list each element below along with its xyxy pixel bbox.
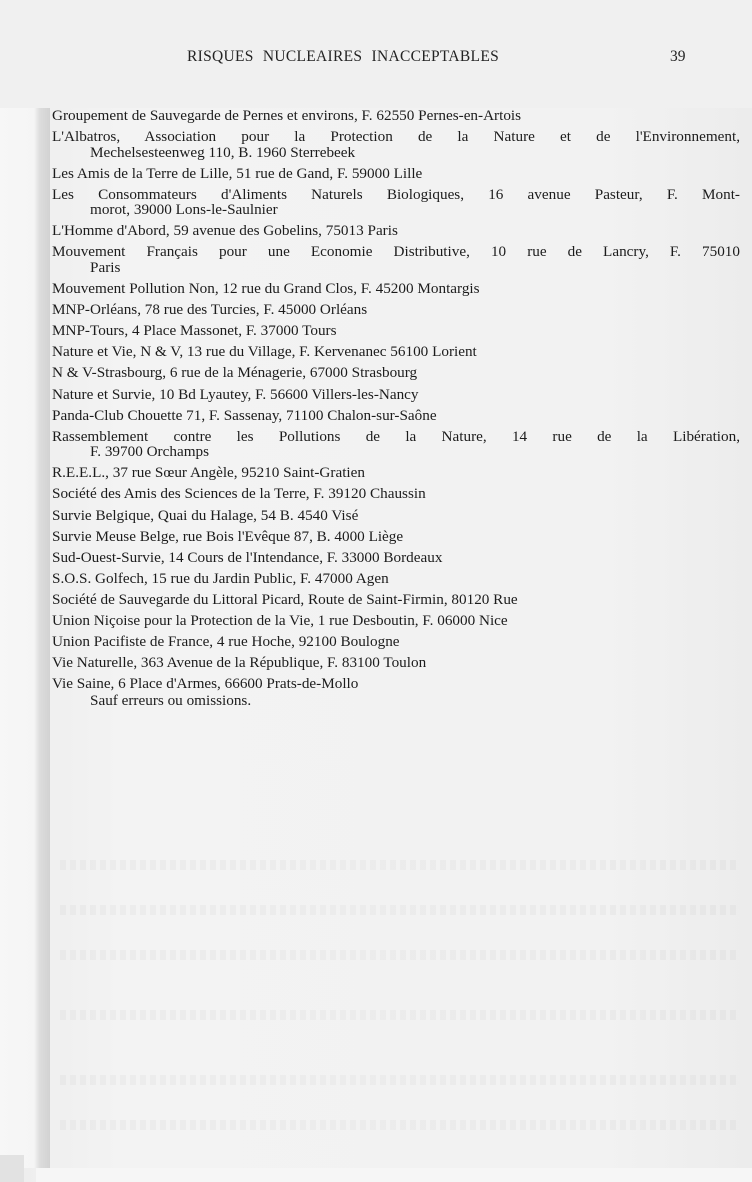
running-title: RISQUES NUCLEAIRES INACCEPTABLES xyxy=(187,48,500,65)
address-entry xyxy=(52,365,740,381)
entry-text: N & V-Strasbourg, 6 rue de la Ménagerie, 67000 Strasbourg xyxy=(52,364,418,382)
entry-text: Union Pacifiste de France, 4 rue Hoche, 92100 Boulogne xyxy=(52,633,400,651)
page-header xyxy=(0,48,752,72)
entry-line-2: morot, 39000 Lons-le-Saulnier xyxy=(90,201,278,219)
entry-line-2: Paris xyxy=(90,258,121,276)
entry-text: Vie Saine, 6 Place d'Armes, 66600 Prats-de-Mollo xyxy=(52,675,359,693)
address-entry xyxy=(52,344,740,360)
address-entry xyxy=(52,108,740,124)
entry-text: Panda-Club Chouette 71, F. Sassenay, 71100 Chalon-sur-Saône xyxy=(52,406,437,424)
bleed-through-mark xyxy=(60,905,740,915)
entry-text: MNP-Tours, 4 Place Massonet, F. 37000 Tours xyxy=(52,322,337,340)
entry-text: Union Niçoise pour la Protection de la Vie, 1 rue Desboutin, F. 06000 Nice xyxy=(52,611,508,629)
scan-corner-shadow xyxy=(0,1155,24,1182)
entry-text: Vie Naturelle, 363 Avenue de la République, F. 83100 Toulon xyxy=(52,654,427,672)
entry-line-2: F. 39700 Orchamps xyxy=(90,443,210,461)
address-entry xyxy=(52,187,740,218)
address-entry xyxy=(52,302,740,318)
bleed-through-mark xyxy=(60,1075,740,1085)
address-entry xyxy=(52,550,740,566)
entry-text: Société de Sauvegarde du Littoral Picard, Route de Saint-Firmin, 80120 Rue xyxy=(52,590,518,608)
address-entry xyxy=(52,529,740,545)
address-entry xyxy=(52,129,740,160)
entry-text: R.E.E.L., 37 rue Sœur Angèle, 95210 Saint-Gratien xyxy=(52,464,365,482)
bleed-through-mark xyxy=(60,1120,740,1130)
page-gutter-shadow xyxy=(0,108,50,1168)
address-list xyxy=(52,108,740,709)
entry-text: Nature et Vie, N & V, 13 rue du Village, F. Kervenanec 56100 Lorient xyxy=(52,343,477,361)
address-entry xyxy=(52,655,740,671)
entry-text: Nature et Survie, 10 Bd Lyautey, F. 56600 Villers-les-Nancy xyxy=(52,385,419,403)
address-entry xyxy=(52,613,740,629)
entry-text: L'Homme d'Abord, 59 avenue des Gobelins, 75013 Paris xyxy=(52,222,398,240)
entry-text: Sud-Ouest-Survie, 14 Cours de l'Intendance, F. 33000 Bordeaux xyxy=(52,548,443,566)
entry-text: MNP-Orléans, 78 rue des Turcies, F. 45000 Orléans xyxy=(52,301,368,319)
entry-line-1: L'Albatros, Association pour la Protection de la Nature et de l'Environnement, xyxy=(52,128,740,146)
address-entry xyxy=(52,508,740,524)
address-entry xyxy=(52,387,740,403)
entry-text: Les Amis de la Terre de Lille, 51 rue de Gand, F. 59000 Lille xyxy=(52,164,423,182)
bleed-through-mark xyxy=(60,950,740,960)
address-entry xyxy=(52,592,740,608)
entry-line-1: Mouvement Français pour une Economie Distributive, 10 rue de Lancry, F. 75010 xyxy=(52,243,740,261)
closing-note: Sauf erreurs ou omissions. xyxy=(90,692,252,710)
bleed-through-mark xyxy=(60,860,740,870)
address-entry xyxy=(52,571,740,587)
address-entry xyxy=(52,676,740,692)
entry-line-2: Mechelsesteenweg 110, B. 1960 Sterrebeek xyxy=(90,143,356,161)
entry-line-1: Rassemblement contre les Pollutions de la Nature, 14 rue de la Libération, xyxy=(52,427,740,445)
entry-text: Groupement de Sauvegarde de Pernes et environs, F. 62550 Pernes-en-Artois xyxy=(52,107,522,124)
address-entry xyxy=(52,634,740,650)
address-entry xyxy=(52,166,740,182)
page-bottom-edge xyxy=(36,1168,752,1182)
address-entry xyxy=(52,465,740,481)
address-entry xyxy=(52,486,740,502)
entry-line-1: Les Consommateurs d'Aliments Naturels Biologiques, 16 avenue Pasteur, F. Mont- xyxy=(52,185,740,203)
page-number: 39 xyxy=(670,48,686,65)
address-entry xyxy=(52,281,740,297)
address-entry xyxy=(52,244,740,275)
address-entry xyxy=(52,223,740,239)
bleed-through-mark xyxy=(60,1010,740,1020)
entry-text: Survie Belgique, Quai du Halage, 54 B. 4540 Visé xyxy=(52,506,359,524)
address-entry xyxy=(52,408,740,424)
entry-text: Société des Amis des Sciences de la Terre, F. 39120 Chaussin xyxy=(52,485,426,503)
address-entry xyxy=(52,323,740,339)
entry-text: S.O.S. Golfech, 15 rue du Jardin Public, F. 47000 Agen xyxy=(52,569,389,587)
entry-text: Mouvement Pollution Non, 12 rue du Grand Clos, F. 45200 Montargis xyxy=(52,280,480,298)
address-entry xyxy=(52,429,740,460)
entry-text: Survie Meuse Belge, rue Bois l'Evêque 87, B. 4000 Liège xyxy=(52,527,404,545)
